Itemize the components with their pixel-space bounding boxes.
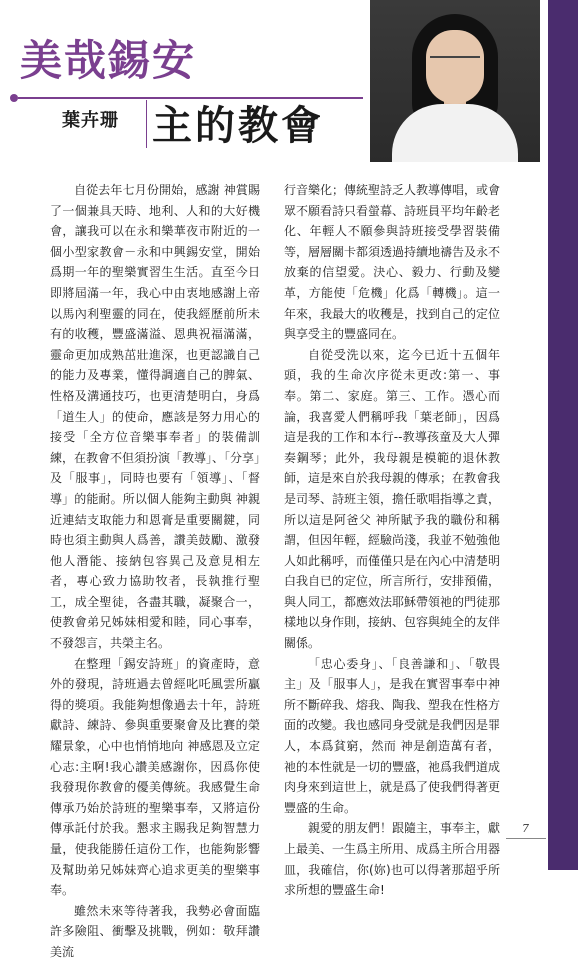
article-paragraph: 在整理「錫安詩班」的資產時，意外的發現，詩班過去曾經叱吒風雲所贏得的獎項。我能夠想像過去十年，詩班獻詩、練詩、參與重要聚會及比賽的榮耀景象，心中也悄悄地向 神感恩及立定心志:主啊!我心讚美感謝你，因爲你使我發現你教會的優美傳統。我感覺生命傳承乃始於詩班的聖樂事奉，又將這份傳承託付於我。懇求主賜我足夠智慧力量，使我能勝任這份工作，也能夠影響及幫助弟兄姊妹齊心追求更美的聖樂事奉。 bbox=[50, 656, 260, 898]
article-column-left bbox=[50, 180, 260, 963]
article-paragraph: 「忠心委身」、「良善謙和」、「敬畏主」及「服事人」，是我在實習事奉中神所不斷碎我、熔我、陶我、塑我在性格方面的改變。我也感同身受就是我們因是罪人，本爲貧窮，然而 神是創造萬有者，祂的本性就是一切的豐盛，祂爲我們道成肉身來到這世上，就是爲了使我們得著更豐盛的生命。 bbox=[284, 656, 501, 815]
article-paragraph: 行音樂化；傳統聖詩乏人教導傳唱，或會眾不願看詩只看螢幕、詩班員平均年齡老化、年輕人不願參與詩班接受學習裝備等，層層關卡都須透過持續地禱告及永不放棄的信望愛。決心、毅力、行動及變革，方能使「危機」化爲「轉機」。這一年來，我最大的收穫是，找到自己的定位與享受主的豐盛同在。 bbox=[284, 183, 501, 342]
page-title: 美哉錫安 bbox=[20, 36, 197, 85]
article-column-right bbox=[284, 180, 500, 901]
page-number-rule bbox=[506, 838, 546, 839]
article-subtitle: 主的教會 bbox=[152, 102, 324, 149]
article-paragraph: 自從去年七月份開始，感謝 神賞賜了一個兼具天時、地利、人和的大好機會，讓我可以在永和樂華夜市附近的一個小型家教會－永和中興錫安堂，開始爲期一年的聖樂實習生生活。直至今日即將屆滿一年，我心中由衷地感謝上帝以馬內利聖靈的同在，使我經歷前所未有的收穫，豐盛滿溢、恩典祝福滿滿，靈命更加成熟茁壯進深，也更認識自己的能力及專業，懂得調適自己的脾氣、性格及溝通技巧，也更清楚明白，身爲「道生人」的使命，應該是努力用心的接受「全方位音樂事奉者」的裝備訓練，在教會不但須扮演「教導」、「分享」及「服事」，同時也要有「領導」、「督導」的能耐。所以個人能夠主動與 神親近連結支取能力和恩膏是重要關鍵，同時也須主動與人爲善，讚美鼓勵、激發他人潛能、接納包容異己及意見相左者，專心致力協助牧者，長執推行聖工，成全聖徒，各盡其職，凝聚合一，使教會弟兄姊妹相愛和睦，同心事奉，不發怨言，共榮主名。 bbox=[50, 183, 261, 651]
article-paragraph: 自從受洗以來，迄今已近十五個年頭，我的生命次序從未更改:第一、事奉。第二、家庭。第三、工作。憑心而論，我喜愛人們稱呼我「葉老師」，因爲這是我的工作和本行--教導孩童及大人彈奏鋼琴；此外，我母親是模範的退休教師，這是來自於我母親的傳承；在教會我是司琴、詩班主領，擔任歌唱指導之責，所以這是阿爸父 神所賦予我的職份和稱謂，但因年輕，經驗尚淺，我並不勉強他人如此稱呼，而僅僅只是在內心中清楚明白我自已的定位，所言所行，安排預備，與人同工，都應效法耶穌帶領祂的門徒那樣地以身作則，接納、包容與純全的友伴關係。 bbox=[284, 347, 501, 651]
page-number: 7 bbox=[522, 822, 529, 835]
article-paragraph: 親愛的朋友們！跟隨主，事奉主，獻上最美、一生爲主所用、成爲主所合用器皿，我確信，你(妳)也可以得著那超乎所求所想的豐盛生命! bbox=[284, 821, 501, 898]
author-divider bbox=[146, 100, 147, 148]
decorative-side-bar bbox=[548, 0, 578, 870]
title-rule-dot bbox=[10, 94, 18, 102]
author-name: 葉卉珊 bbox=[62, 110, 119, 131]
article-paragraph: 雖然未來等待著我，我勢必會面臨許多險阻、衝擊及挑戰，例如：敬拜讚美流 bbox=[50, 903, 260, 959]
portrait-photo-icon bbox=[370, 0, 540, 162]
